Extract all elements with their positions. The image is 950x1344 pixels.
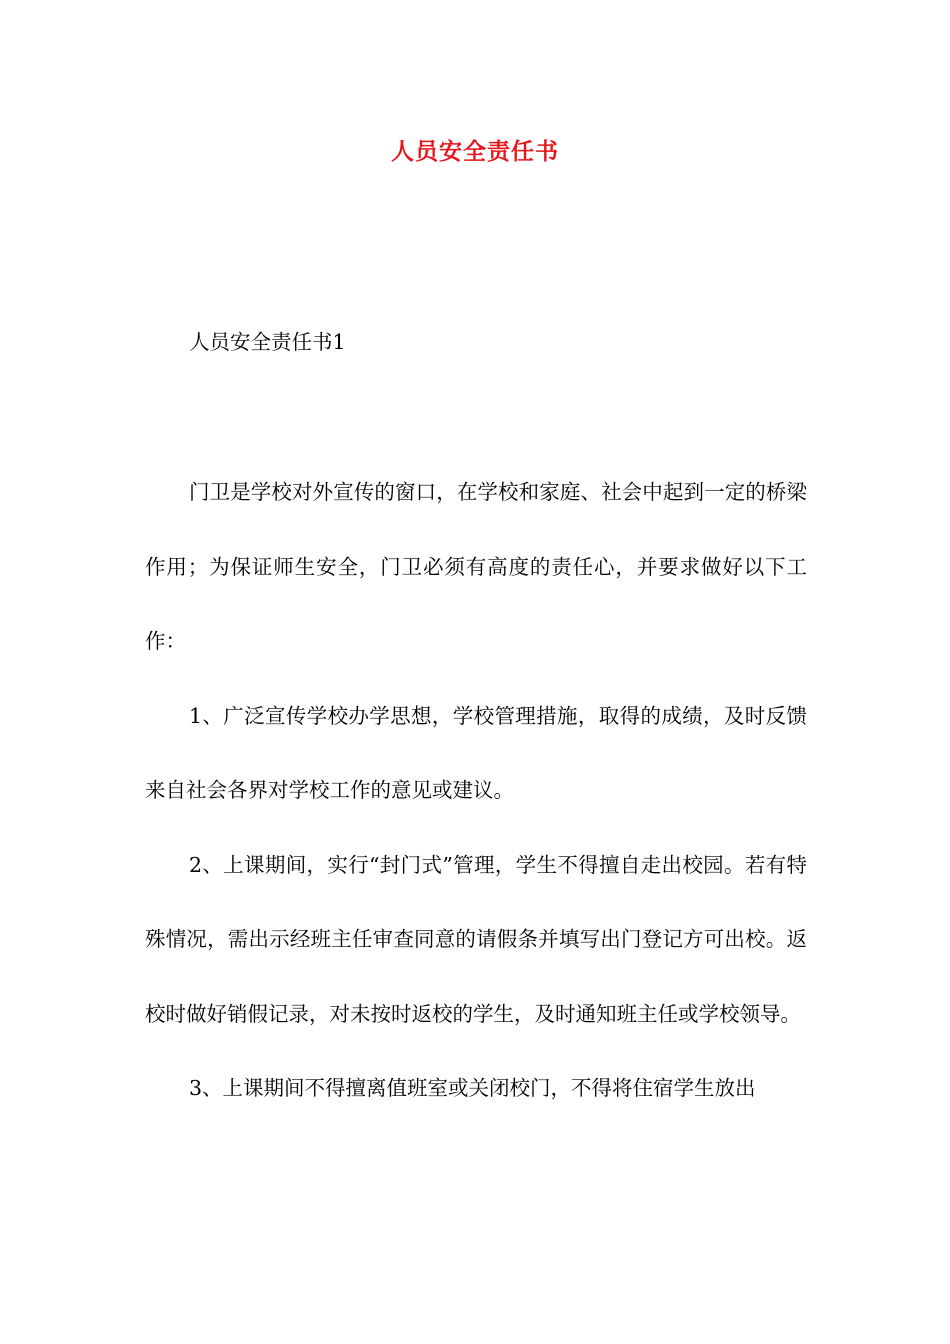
document-title: 人员安全责任书 — [391, 138, 559, 165]
paragraph-item-3: 3、上课期间不得擅离值班室或关闭校门，不得将住宿学生放出 — [189, 1076, 756, 1100]
paragraph-item-2: 2、上课期间，实行“封门式”管理，学生不得擅自走出校园。若有特殊情况，需出示经班主任审查同意的请假条并填写出门登记方可出校。返校时做好销假记录，对未按时返校的学生，及时通知班主任或学校领导。 — [145, 852, 807, 1026]
document-body — [145, 455, 807, 1126]
paragraph-intro: 门卫是学校对外宣传的窗口，在学校和家庭、社会中起到一定的桥梁作用；为保证师生安全，门卫必须有高度的责任心，并要求做好以下工作： — [145, 480, 807, 653]
section-heading: 人员安全责任书1 — [189, 330, 346, 354]
paragraph-item-1: 1、广泛宣传学校办学思想，学校管理措施，取得的成绩，及时反馈来自社会各界对学校工作的意见或建议。 — [145, 703, 807, 802]
